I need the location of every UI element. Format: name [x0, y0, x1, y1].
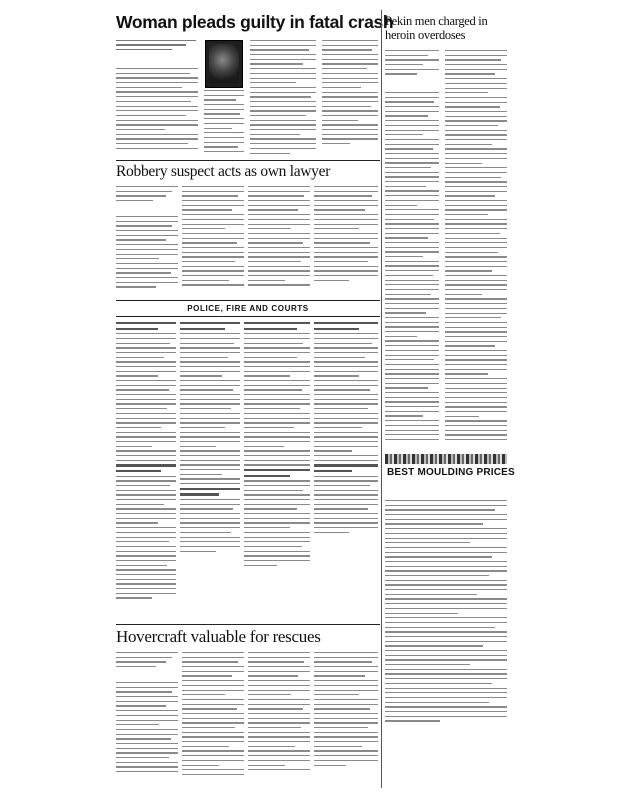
story-robbery-col2 — [182, 186, 244, 296]
story-pekin-col2 — [445, 50, 507, 442]
police-brief-col3 — [244, 322, 310, 622]
newspaper-page — [112, 10, 515, 790]
police-brief-col4 — [314, 322, 378, 622]
story-woman-col1 — [116, 68, 198, 158]
story-woman-col2 — [204, 90, 244, 158]
headline-woman-pleads-guilty: Woman pleads guilty in fatal crash — [116, 12, 394, 32]
police-brief-col1 — [116, 322, 176, 622]
deck-woman — [116, 38, 196, 53]
ad-decorative-strip — [385, 454, 507, 464]
story-pekin-col1 — [385, 92, 439, 442]
story-hovercraft-deck — [116, 652, 178, 678]
headline-pekin-line: Pekin men charged in heroin overdoses — [385, 14, 488, 42]
story-hovercraft-col3 — [248, 652, 310, 782]
headline-hovercraft: Hovercraft valuable for rescues — [116, 627, 321, 646]
police-brief-col2 — [180, 322, 240, 622]
story-robbery-col4 — [314, 186, 378, 296]
story-robbery-col3 — [248, 186, 310, 296]
story-hovercraft-col1 — [116, 682, 178, 782]
story-pekin-deck — [385, 50, 439, 90]
story-woman-col3 — [250, 40, 316, 158]
story-hovercraft-col4 — [314, 652, 378, 782]
ad-best-moulding-prices: BEST MOULDING PRICES — [387, 467, 515, 478]
story-hovercraft-col2 — [182, 652, 244, 782]
section-police-fire-courts: POLICE, FIRE AND COURTS — [187, 304, 309, 313]
ad-body-text — [385, 500, 507, 725]
story-robbery-col1 — [116, 216, 178, 296]
story-robbery-deck — [116, 186, 178, 214]
story-woman-col4 — [322, 40, 378, 158]
headline-robbery-suspect: Robbery suspect acts as own lawyer — [116, 163, 331, 180]
photo-woman — [205, 40, 243, 88]
